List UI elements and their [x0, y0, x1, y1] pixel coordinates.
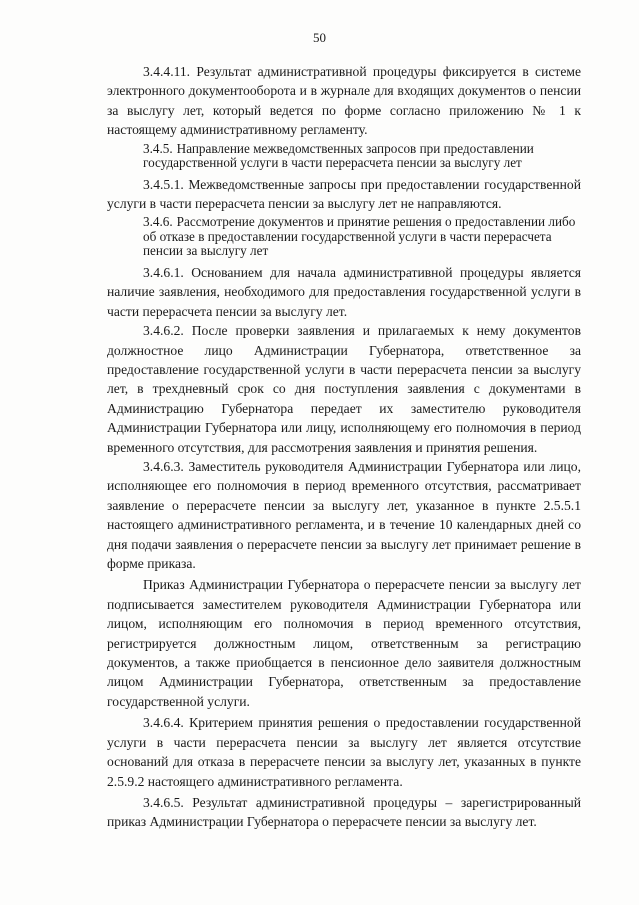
heading-3-4-5 — [107, 142, 581, 171]
page-number: 50 — [313, 30, 326, 45]
paragraph-3-4-6-2: 3.4.6.2. После проверки заявления и прилагаемых к нему документов должностное лицо Администрации Губернатора, ответственное за предоставление государственной услуги в части перерасчета пенсии за выслугу лет, в трехдневный срок со дня поступления заявления с документами в Администрацию Губернатора передает их заместителю руководителя Администрации Губернатора или лицу, исполняющему его полномочия в период временного отсутствия, для рассмотрения заявления и принятия решения. — [107, 323, 581, 455]
paragraph-3-4-6-5: 3.4.6.5. Результат административной процедуры – зарегистрированный приказ Администрации Губернатора о перерасчете пенсии за выслугу лет. — [107, 794, 581, 830]
paragraph-3-4-6-4: 3.4.6.4. Критерием принятия решения о предоставлении государственной услуги в части перерасчета пенсии за выслугу лет является отсутствие оснований для отказа в перерасчете пенсии за выслугу лет, указанных в пункте 2.5.9.2 настоящего административного регламента. — [107, 715, 581, 789]
paragraph-3-4-4-11: 3.4.4.11. Результат административной процедуры фиксируется в системе электронного документооборота и в журнале для входящих документов о пенсии за выслугу лет, который ведется по форме согласно приложению № 1 к настоящему административному регламенту. — [107, 64, 581, 138]
paragraph-3-4-6-3: 3.4.6.3. Заместитель руководителя Администрации Губернатора или лицо, исполняющее его полномочия в период временного отсутствия, рассматривает заявление о перерасчете пенсии за выслугу лет, указанное в пункте 2.5.5.1 настоящего административного регламента, и в течение 10 календарных дней со дня подачи заявления о перерасчете пенсии за выслугу лет принимает решение в форме приказа. — [107, 459, 581, 572]
document-body — [107, 62, 581, 832]
paragraph-3-4-6-1: 3.4.6.1. Основанием для начала административной процедуры является наличие заявления, необходимого для предоставления государственной услуги в части перерасчета пенсии за выслугу лет. — [107, 264, 581, 319]
heading-number: 3.4.5. — [143, 140, 173, 156]
paragraph-3-4-5-1: 3.4.5.1. Межведомственные запросы при предоставлении государственной услуги в части перерасчета пенсии за выслугу лет не направляются. — [107, 176, 581, 212]
heading-text: Рассмотрение документов и принятие решения о предоставлении либо об отказе в предоставлении государственной услуги в части перерасчета пенсии за выслугу лет — [143, 214, 576, 259]
heading-number: 3.4.6. — [143, 214, 173, 230]
heading-3-4-6 — [107, 215, 581, 259]
paragraph-order: Приказ Администрации Губернатора о перерасчете пенсии за выслугу лет подписывается заместителем руководителя Администрации Губернатора или лицом, исполняющим его полномочия в период временного отсутствия, регистрируется должностным лицом, ответственным за регистрацию документов, а также приобщается в пенсионное дело заявителя должностным лицом Администрации Губернатора, ответственным за предоставление государственной услуги. — [107, 577, 581, 709]
heading-text: Направление межведомственных запросов при предоставлении государственной услуги в части перерасчета пенсии за выслугу лет — [143, 140, 534, 171]
